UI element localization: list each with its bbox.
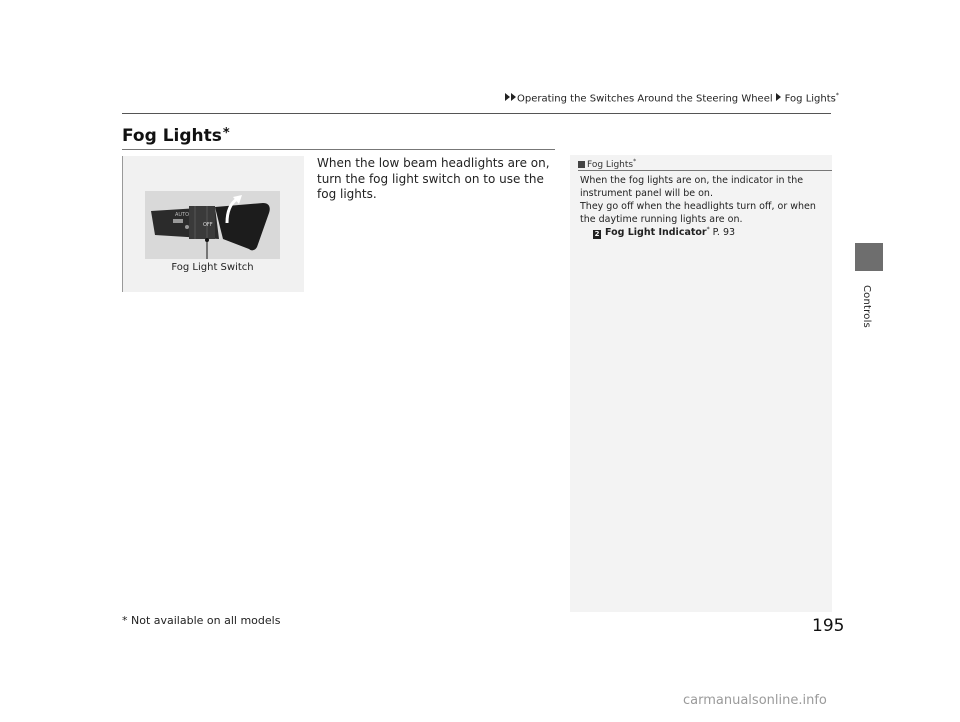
breadcrumb-section: Operating the Switches Around the Steering Wheel — [517, 93, 773, 105]
page-title-text: Fog Lights — [122, 126, 222, 146]
breadcrumb-arrow-icon — [776, 93, 781, 101]
note-body — [580, 174, 825, 226]
note-paragraph: When the fog lights are on, the indicator in the instrument panel will be on. — [580, 175, 804, 199]
note-bullet-icon — [578, 161, 585, 168]
note-heading — [578, 158, 636, 170]
breadcrumb-asterisk: * — [835, 92, 839, 99]
figure-caption: Fog Light Switch — [171, 262, 254, 273]
section-tab-label: Controls — [861, 285, 872, 328]
fog-light-lever-icon — [145, 191, 280, 259]
note-paragraph: They go off when the headlights turn off, or when the daytime running lights are on. — [580, 201, 816, 225]
note-heading-asterisk: * — [633, 158, 637, 165]
page-title-asterisk: * — [222, 126, 230, 141]
reference-label: Fog Light Indicator — [605, 227, 707, 239]
lever-off-label: OFF — [203, 222, 213, 228]
section-tab-marker — [855, 243, 883, 271]
page-title — [122, 126, 230, 146]
breadcrumb-arrow-icon — [505, 93, 510, 101]
note-rule — [578, 170, 832, 171]
footnote: * Not available on all models — [122, 614, 281, 627]
title-rule — [122, 149, 555, 150]
breadcrumb-arrow-icon — [511, 93, 516, 101]
body-paragraph: When the low beam headlights are on, turn the fog light switch on to use the fog lights. — [317, 156, 550, 201]
breadcrumb — [505, 92, 839, 104]
note-cross-reference[interactable] — [593, 226, 735, 239]
watermark: carmanualsonline.info — [683, 693, 827, 708]
header-rule — [122, 113, 831, 114]
reference-arrow-icon: 2 — [594, 230, 600, 239]
lever-illustration — [145, 191, 280, 259]
svg-text:AUTO: AUTO — [175, 212, 190, 218]
reference-page: P. 93 — [712, 227, 736, 239]
note-heading-text: Fog Lights — [587, 160, 634, 170]
breadcrumb-page: Fog Lights — [784, 93, 836, 105]
reference-asterisk: * — [706, 226, 710, 233]
page-number: 195 — [812, 616, 845, 636]
